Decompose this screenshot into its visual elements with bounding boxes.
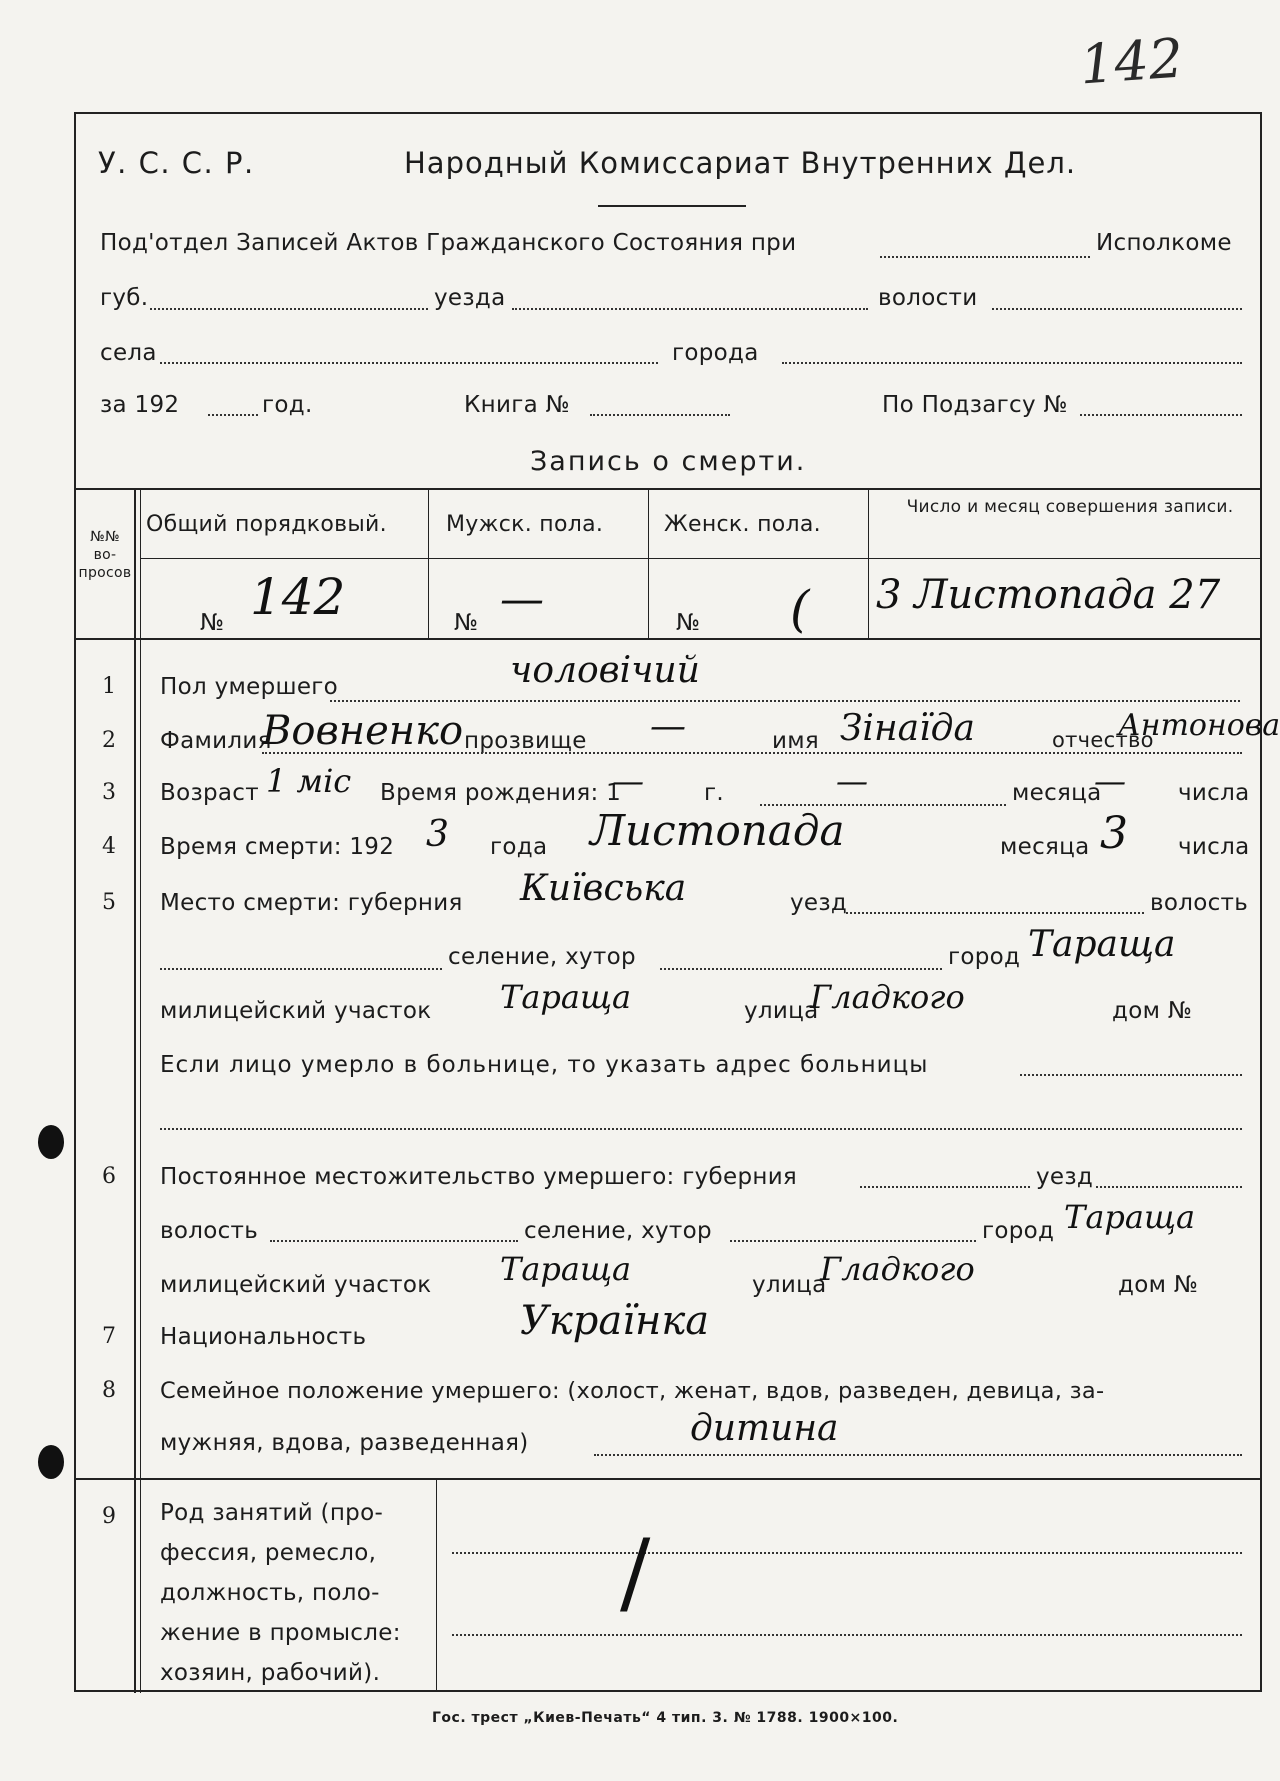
fill-line <box>660 968 942 970</box>
gub-label: губ. <box>100 285 149 311</box>
street-label: улица <box>744 998 819 1024</box>
col-date: Число и месяц совершения записи. <box>906 497 1234 517</box>
fill-line <box>730 1240 976 1242</box>
fill-line <box>452 1634 1242 1636</box>
death-day-value: 3 <box>1100 808 1128 859</box>
gorod-label: город <box>982 1218 1055 1244</box>
police-label: милицейский участок <box>160 1272 432 1298</box>
sex-label: Пол умершего <box>160 674 339 700</box>
fill-line <box>1096 1186 1242 1188</box>
book-label: Книга № <box>464 392 570 418</box>
col-rule <box>648 488 649 638</box>
col-male: Мужск. пола. <box>446 512 604 537</box>
record-date-value: 3 Листопада 27 <box>876 572 1221 618</box>
volost-label: волости <box>878 285 978 311</box>
col-rule <box>140 488 141 1693</box>
form-title: Запись о смерти. <box>530 446 807 477</box>
day-label: числа <box>1178 834 1250 860</box>
fill-line <box>330 700 1240 702</box>
fill-line <box>160 362 658 364</box>
col-nn: №№ во- просов <box>78 529 132 581</box>
death-time-label: Время смерти: 192 <box>160 834 395 860</box>
residence-city-value: Тараща <box>1064 1198 1196 1236</box>
nickname-label: прозвище <box>464 728 587 754</box>
occupation-label-5: хозяин, рабочий). <box>160 1660 381 1686</box>
fill-line <box>452 1552 1242 1554</box>
g-label: г. <box>704 780 724 806</box>
row-number: 8 <box>102 1378 116 1403</box>
commissariat-title: Народный Комиссариат Внутренних Дел. <box>404 146 1077 180</box>
punch-hole <box>38 1445 64 1479</box>
republic-title: У. С. С. Р. <box>98 146 255 180</box>
occupation-value: / <box>620 1520 651 1625</box>
selo-label: села <box>100 340 157 366</box>
age-label: Возраст <box>160 780 259 806</box>
row9-top-rule <box>74 1478 1262 1480</box>
surname-label: Фамилия <box>160 728 272 754</box>
death-year-value: 3 <box>426 814 449 855</box>
month-label: месяца <box>1012 780 1102 806</box>
fill-line <box>880 256 1090 258</box>
house-label: дом № <box>1112 998 1193 1024</box>
year-suffix: год. <box>262 392 313 418</box>
day-label: числа <box>1178 780 1250 806</box>
col-rule <box>868 488 869 638</box>
occupation-label-3: должность, поло- <box>160 1580 380 1606</box>
row-number: 1 <box>102 674 116 699</box>
row9-col-rule <box>436 1478 437 1692</box>
death-city-value: Тараща <box>1028 924 1176 965</box>
fill-line <box>846 912 1144 914</box>
birth-month-value: — <box>836 762 868 800</box>
office-line1-suffix: Исполкоме <box>1096 230 1232 256</box>
general-number-value: 142 <box>250 568 346 626</box>
occupation-label-2: фессия, ремесло, <box>160 1540 377 1566</box>
birth-label: Время рождения: 1 <box>380 780 622 806</box>
fill-line <box>594 1454 1242 1456</box>
fill-line <box>262 752 1242 754</box>
nickname-value: — <box>650 706 686 747</box>
volost-label: волость <box>160 1218 259 1244</box>
selo-label: селение, хутор <box>524 1218 712 1244</box>
house-label: дом № <box>1118 1272 1199 1298</box>
residence-police-value: Тараща <box>500 1250 632 1288</box>
fill-line <box>1080 414 1242 416</box>
marital-label-line2: мужняя, вдова, разведенная) <box>160 1430 529 1456</box>
birth-year-value: — <box>612 762 644 800</box>
occupation-label-1: Род занятий (про- <box>160 1500 384 1526</box>
fill-line <box>512 308 868 310</box>
row-number: 7 <box>102 1324 116 1349</box>
fill-line <box>150 308 428 310</box>
surname-value: Вовненко <box>262 708 464 754</box>
row-number: 3 <box>102 780 116 805</box>
fill-line <box>860 1186 1030 1188</box>
fill-line <box>992 308 1242 310</box>
table-mid-rule <box>140 558 1262 559</box>
death-month-value: Листопада <box>590 806 845 855</box>
year-label: года <box>490 834 548 860</box>
podzags-label: По Подзагсу № <box>882 392 1068 418</box>
table-bottom-rule <box>74 638 1262 640</box>
street-label: улица <box>752 1272 827 1298</box>
header-rule <box>598 205 746 207</box>
nationality-label: Национальность <box>160 1324 367 1350</box>
gorod-label: город <box>948 944 1021 970</box>
volost-label: волость <box>1150 890 1249 916</box>
col-rule <box>428 488 429 638</box>
residence-street-value: Гладкого <box>820 1250 975 1288</box>
no-label: № <box>200 610 225 636</box>
uezd-label: уезда <box>434 285 506 311</box>
gorod-label: города <box>672 340 759 366</box>
no-label: № <box>454 610 479 636</box>
female-number-value: ( <box>790 580 810 638</box>
fill-line <box>160 1128 1242 1130</box>
row-number: 6 <box>102 1164 116 1189</box>
table-top-rule <box>74 488 1262 490</box>
fill-line <box>590 414 730 416</box>
page-number: 142 <box>1077 26 1186 97</box>
selo-label: селение, хутор <box>448 944 636 970</box>
row-number: 5 <box>102 890 116 915</box>
birth-day-value: — <box>1094 762 1126 800</box>
col-female: Женск. пола. <box>664 512 821 537</box>
death-gub-value: Київська <box>520 868 687 909</box>
fill-line <box>270 1240 518 1242</box>
uezd-label: уезд <box>1036 1164 1094 1190</box>
punch-hole <box>38 1125 64 1159</box>
age-value: 1 міс <box>266 762 352 800</box>
row-number: 9 <box>102 1504 116 1529</box>
death-police-value: Тараща <box>500 978 632 1016</box>
col-general: Общий порядковый. <box>146 512 387 537</box>
row-number: 4 <box>102 834 116 859</box>
fill-line <box>782 362 1242 364</box>
marital-label-line1: Семейное положение умершего: (холост, женат, вдов, разведен, девица, за- <box>160 1378 1105 1404</box>
male-number-value: — <box>500 574 544 625</box>
residence-label: Постоянное местожительство умершего: губерния <box>160 1164 798 1190</box>
police-label: милицейский участок <box>160 998 432 1024</box>
patronymic-value: Антонова <box>1118 708 1280 743</box>
nationality-value: Українка <box>520 1298 710 1344</box>
office-line1: Под'отдел Записей Актов Гражданского Состояния при <box>100 230 797 256</box>
death-street-value: Гладкого <box>810 978 965 1016</box>
fill-line <box>1020 1074 1242 1076</box>
col-rule <box>134 488 136 1693</box>
sex-value: чоловічий <box>510 650 700 691</box>
no-label: № <box>676 610 701 636</box>
death-place-label: Место смерти: губерния <box>160 890 463 916</box>
marital-value: дитина <box>690 1408 839 1449</box>
occupation-label-4: жение в промысле: <box>160 1620 401 1646</box>
month-label: месяца <box>1000 834 1090 860</box>
hospital-label: Если лицо умерло в больнице, то указать адрес больницы <box>160 1052 929 1078</box>
fill-line <box>160 968 442 970</box>
first-name-value: Зінаїда <box>840 708 975 749</box>
printer-footer: Гос. трест „Киев-Печать“ 4 тип. 3. № 1788. 1900×100. <box>432 1710 899 1726</box>
year-label: за 192 <box>100 392 180 418</box>
row-number: 2 <box>102 728 116 753</box>
first-name-label: имя <box>772 728 820 754</box>
uezd-label: уезд <box>790 890 848 916</box>
fill-line <box>208 414 258 416</box>
patronymic-label: отчество <box>1052 728 1154 752</box>
